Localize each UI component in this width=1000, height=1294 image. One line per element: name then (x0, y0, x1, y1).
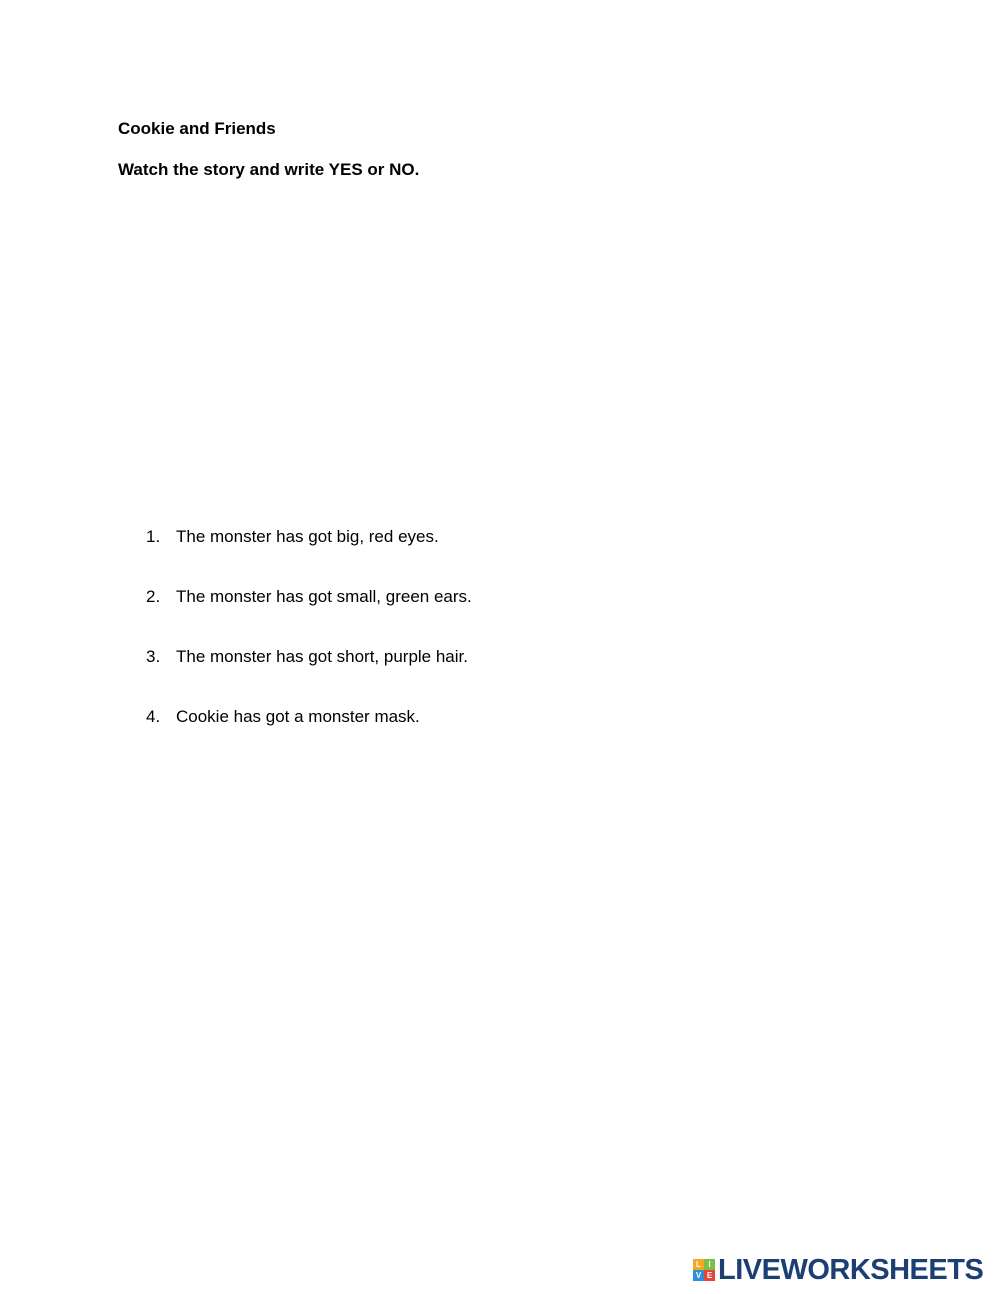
question-item (146, 527, 472, 587)
document-title: Cookie and Friends (118, 119, 276, 138)
question-text: The monster has got big, red eyes. (176, 527, 439, 546)
question-list (146, 527, 472, 767)
question-number: 2. (146, 587, 161, 606)
logo-mark-e: E (704, 1270, 715, 1281)
liveworksheets-logo (693, 1255, 983, 1285)
logo-mark-l: L (693, 1259, 704, 1270)
question-item (146, 587, 472, 647)
question-number: 1. (146, 527, 161, 546)
question-item (146, 707, 472, 767)
question-text: The monster has got short, purple hair. (176, 647, 468, 666)
liveworksheets-logo-icon (693, 1259, 715, 1281)
question-number: 3. (146, 647, 161, 666)
instruction-text: Watch the story and write YES or NO. (118, 160, 420, 179)
question-text: Cookie has got a monster mask. (176, 707, 420, 726)
question-item (146, 647, 472, 707)
logo-mark-i: I (704, 1259, 715, 1270)
logo-mark-v: V (693, 1270, 704, 1281)
logo-text: LIVEWORKSHEETS (718, 1254, 984, 1286)
question-text: The monster has got small, green ears. (176, 587, 472, 606)
question-number: 4. (146, 707, 161, 726)
